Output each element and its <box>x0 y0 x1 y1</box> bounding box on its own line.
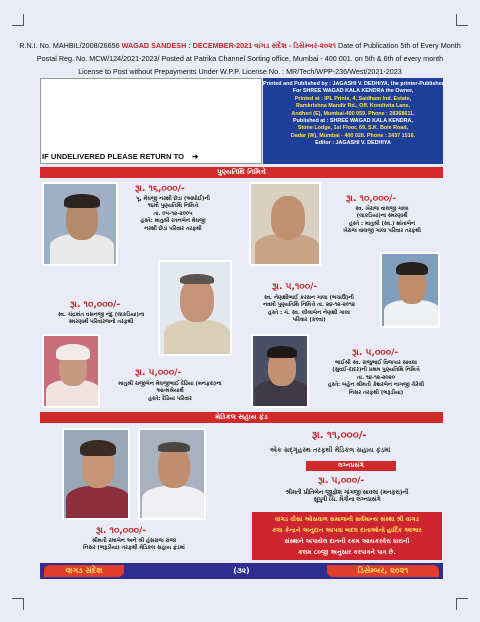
header-line-1 <box>0 41 480 51</box>
crop-mark-br <box>456 598 468 610</box>
donor-4-line: નવમી પુણ્યતિથિ નિમિત્તે તા. ૨૪-૧૨-૨૦૧૨ <box>263 302 355 309</box>
donor-2-amount: રૂા. ૧૦,૦૦૦/- <box>346 194 397 204</box>
crop-mark-tr <box>456 14 468 26</box>
donor-5-text <box>100 381 240 403</box>
crop-mark-bl <box>12 598 24 610</box>
donor-5-line: આત્મશ્રેયાર્થે <box>156 388 184 395</box>
donor-1-text <box>116 196 230 233</box>
publisher-line: Published at : SHREE WAGAD KALA KENDRA, <box>293 118 413 125</box>
publisher-line: Printed at : IPL Prints, 4, Saidham Ind. Estate, <box>294 95 412 102</box>
publisher-line: Andheri (E), Mumbai-400 059. Phone : 28368611. <box>291 110 415 117</box>
donor-3-line: સ્વ. ચંદ્રકાંત વસનજી નંદુ (લાકડિયા)ના <box>57 312 145 318</box>
publisher-line: For SHREE WAGAD KALA KENDRA the Owner, <box>292 88 414 95</box>
couple-line: શ્રીમતી રમાબેન અને શ્રી હંસરાજ રાજા <box>91 538 177 544</box>
donor-3-text <box>40 312 162 327</box>
couple-photo-woman <box>62 428 130 520</box>
crop-mark-tl <box>12 14 24 26</box>
footer-bar <box>40 563 443 579</box>
donor-4-line: હસ્તે : ગં. સ્વ. લીલાબેન નેણશી ગાલા <box>268 309 350 316</box>
lagna-line: સુપુત્રી ચિ. મૈત્રીના લગ્નપ્રસંગે <box>313 497 381 504</box>
notice-line: વાગડ વીસા ઓસવાળ સમાજની સર્વમાન્ય સંસ્થા શ્રી વાગડ <box>274 516 420 523</box>
donor-photo-4 <box>158 260 232 356</box>
section-band-lagna: લગ્નપ્રસંગે <box>306 461 396 471</box>
publisher-line: Editor : JAGASHI V. DEDHIYA <box>315 140 391 147</box>
donor-1-line: હસ્તે: માતુશ્રી રતનબેન મેઘજી <box>140 218 206 225</box>
donor-1-line: પૂ. મેઘજી નરશી છેડા (આધોઈ)ની <box>136 196 210 202</box>
donor-photo-6 <box>251 334 309 408</box>
donor-4-amount: રૂા. ૫,૧૦૦/- <box>272 282 318 292</box>
notice-line: સંસ્થાને અપાયેલ દાનની રકમ આયકરવેરા ધારાની <box>284 538 410 545</box>
footer-magazine-name: વાગડ સંદેશ <box>44 565 124 577</box>
page-number: (૩૨) <box>233 566 250 575</box>
donor-3-line: સ્મરણાર્થે પરિવારજનો તરફથી <box>68 319 134 326</box>
donor-6-line: તા. ૧૪-૧૨-૨૦૨૦ <box>357 374 395 381</box>
thanks-notice <box>252 512 442 560</box>
donor-6-line: ભાઈશ્રી સ્વ. રાજુભાઈ વિજપાર સાવલા <box>334 360 418 366</box>
section-band-medical: મેડિકલ સહાય ફંડ <box>40 412 443 423</box>
publisher-line: Dadar (W), Mumbai - 400 028. Phone : 2437 1516. <box>290 132 416 139</box>
lagna-amount: રૂા. ૫,૦૦૦/- <box>318 476 365 486</box>
publisher-line: Ramkrishna Mandir Rd., Off. Kondivita Lane, <box>295 103 411 110</box>
donor-2-text <box>322 206 442 236</box>
donor-5-line: માતુશ્રી રાજીબેન મેઘજીભાઈ દેઢિયા (મનફરા)ના <box>118 381 222 387</box>
donor-2-line: (લાકડિયા)ના સ્મરણાર્થે <box>356 213 408 220</box>
donor-1-amount: રૂા. ૧૬,૦૦૦/- <box>135 184 185 194</box>
donor-4-line: સ્વ. નેણશીભાઈ કરસન ગાલા (ભચાઉ)ની <box>264 295 354 301</box>
donor-photo-3 <box>380 252 440 328</box>
donor-3-amount: રૂા. ૧૦,૦૦૦/- <box>70 300 121 310</box>
publisher-line: Stone Lodge, 1st Floor, 69, S.K. Bole Road, <box>297 125 409 132</box>
donor-4-text <box>234 295 384 325</box>
couple-photo-man <box>138 428 206 520</box>
lagna-text <box>252 490 442 505</box>
publication-date: Date of Publication 5th of Every Month <box>338 41 461 50</box>
donor-6-text <box>310 360 442 397</box>
header-line-2: Postal Reg. No. MCW/124/2021-2023/ Posted at Patrika Channel Sorting office, Mumbai - 400 001. on 5th & 6th of every month <box>36 54 444 63</box>
publisher-box <box>263 78 446 164</box>
undelivered-notice <box>42 152 199 161</box>
undelivered-text: IF UNDELIVERED PLEASE RETURN TO <box>42 152 185 161</box>
donor-photo-1 <box>42 182 118 266</box>
donor-2-line: હસ્તે : માતુશ્રી (સ્વ.) શાંતાબેન <box>348 220 416 227</box>
donor-1-line: ૧૬મી પુણ્યતિથિ નિમિત્તે <box>147 203 199 210</box>
donor-6-amount: રૂા. ૫,૦૦૦/- <box>352 348 399 358</box>
donor-1-line: તા. ૦૫-૧૨-૨૦૦૫ <box>153 210 193 217</box>
donor-2-line: ખેરાજ વાલજી ગાલા પરિવાર તરફથી <box>343 228 421 235</box>
couple-line: નિસર (ભરૂડીયા) તરફથી મેડિકલ સહાય ફંડમાં <box>83 545 185 552</box>
publisher-line: Printed and Published by : JAGASHI V. DEDHIYA, the printer-Publisher, <box>263 81 446 87</box>
donor-5-amount: રૂા. ૫,૦૦૦/- <box>135 368 182 378</box>
donor-5-line: હસ્તે: દેઢિયા પરિવાર <box>148 395 192 402</box>
arrow-right-icon: ➔ <box>192 152 199 161</box>
header-line-3: License to Post without Prepayments Under W.P.P. License No. : MR/Tech/WPP-236/West/2021-2023 <box>78 67 402 76</box>
donor-photo-2 <box>249 182 321 266</box>
donor-6-line: નિસર તરફથી (ભરૂડીયા) <box>348 389 404 396</box>
donor-6-line: (સુવઈ-દાદર)ની પ્રથમ પુણ્યતિથિ નિમિત્તે <box>332 367 420 374</box>
donor-4-line: પરિવાર (કલ્વા) <box>292 317 326 324</box>
section-band-punyatithi: પુણ્યતિથિ નિમિત્તે <box>40 167 443 178</box>
rni-number: R.N.I. No. MAHBIL/2008/26656 <box>19 41 120 50</box>
footer-issue-date: ડિસેમ્બર, ૨૦૨૧ <box>327 565 439 577</box>
lagna-line: શ્રીમતી પ્રીતિબેન જીજ્ઞેશ ગાંગજી સાવલા (મનફરા)ની <box>285 490 409 496</box>
couple-amount: રૂા. ૧૦,૦૦૦/- <box>96 526 147 536</box>
donor-photo-5 <box>42 334 100 408</box>
notice-line: કલમ ૮૦જી અનુસાર કરપાત્રને પાત્ર છે. <box>298 549 396 556</box>
medical-amount: રૂા. ૧૧,૦૦૦/- <box>312 430 367 441</box>
donor-2-line: સ્વ. ખેરાજ વાલજી ગાલા <box>355 206 409 212</box>
donor-6-line: હસ્તે: બહેન શ્રીમતી કેશરબેન નાગજી ચેરેલી <box>327 382 425 389</box>
notice-line: કલા કેન્દ્રને અનુદાન આપવા બદલ દાતાઓનો હાર્દિક આભાર <box>272 527 422 534</box>
donor-1-line: નરશી છેડા પરિવાર તરફથી <box>144 225 202 232</box>
couple-text <box>54 538 214 553</box>
medical-text: એક સદ્‌ગૃહસ્થ તરફથી મેડિકલ સહાય ફંડમાં <box>270 446 391 454</box>
magazine-brand: WAGAD SANDESH : DECEMBER-2021 વાગડ સંદેશ - ડિસેમ્બર-૨૦૨૧ <box>121 41 337 50</box>
